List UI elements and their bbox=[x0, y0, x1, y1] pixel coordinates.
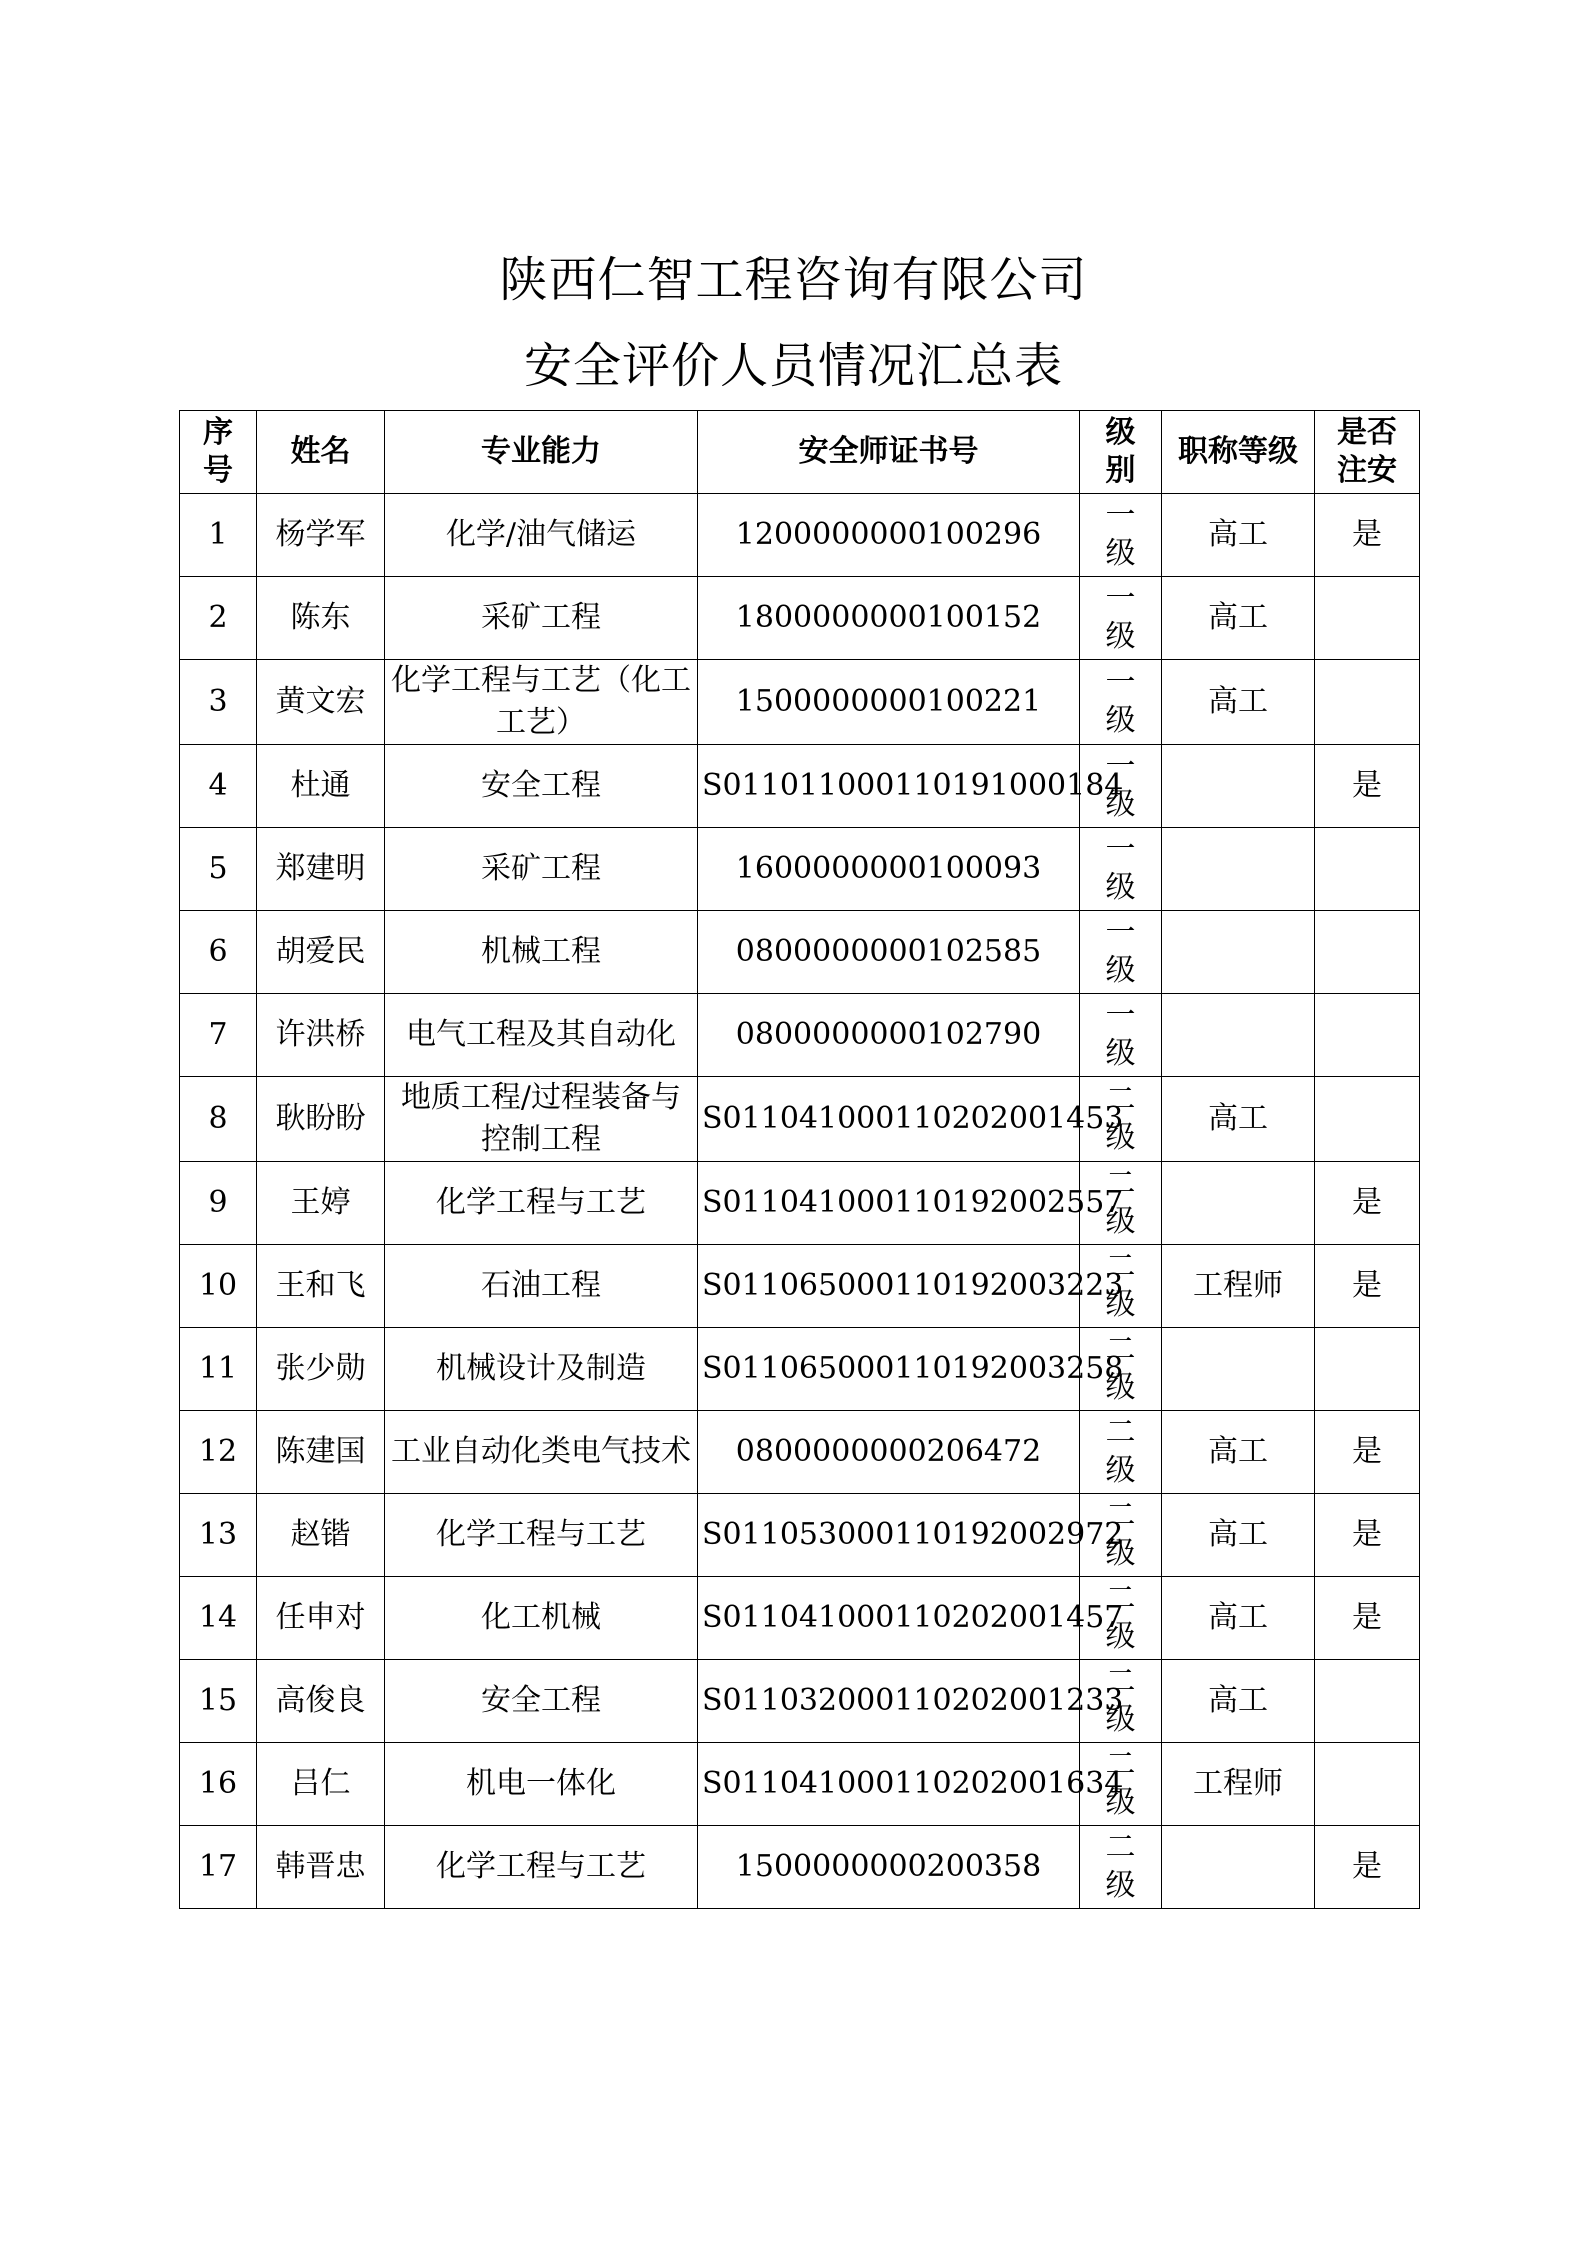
cell-level: 二级 bbox=[1080, 1826, 1162, 1909]
cell-cert: S011041000110192002557 bbox=[698, 1162, 1080, 1245]
cell-registered: 是 bbox=[1315, 494, 1420, 577]
table-row bbox=[180, 577, 1420, 660]
cell-major: 机械设计及制造 bbox=[385, 1328, 698, 1411]
cell-title: 高工 bbox=[1162, 1660, 1315, 1743]
cell-seq: 12 bbox=[180, 1411, 257, 1494]
cell-cert: S011065000110192003223 bbox=[698, 1245, 1080, 1328]
header-title: 职称等级 bbox=[1162, 411, 1315, 494]
cell-major: 地质工程/过程装备与控制工程 bbox=[385, 1077, 698, 1162]
cell-registered: 是 bbox=[1315, 1826, 1420, 1909]
cell-name: 赵锴 bbox=[257, 1494, 385, 1577]
document-title: 陕西仁智工程咨询有限公司 bbox=[499, 252, 1088, 308]
cell-major: 化学工程与工艺 bbox=[385, 1494, 698, 1577]
table-row bbox=[180, 1826, 1420, 1909]
cell-major: 化学/油气储运 bbox=[385, 494, 698, 577]
cell-registered bbox=[1315, 577, 1420, 660]
cell-major: 石油工程 bbox=[385, 1245, 698, 1328]
cell-level: 二级 bbox=[1080, 1577, 1162, 1660]
cell-name: 王和飞 bbox=[257, 1245, 385, 1328]
table-row bbox=[180, 1162, 1420, 1245]
cell-name: 许洪桥 bbox=[257, 994, 385, 1077]
cell-level: 二级 bbox=[1080, 1743, 1162, 1826]
cell-registered: 是 bbox=[1315, 1577, 1420, 1660]
header-registered: 是否注安 bbox=[1315, 411, 1420, 494]
cell-registered: 是 bbox=[1315, 1245, 1420, 1328]
cell-cert: 1600000000100093 bbox=[698, 828, 1080, 911]
cell-level: 二级 bbox=[1080, 1162, 1162, 1245]
cell-major: 机械工程 bbox=[385, 911, 698, 994]
cell-name: 杨学军 bbox=[257, 494, 385, 577]
personnel-table bbox=[179, 410, 1420, 1909]
table-row bbox=[180, 1077, 1420, 1162]
table-row bbox=[180, 994, 1420, 1077]
cell-title: 工程师 bbox=[1162, 1743, 1315, 1826]
cell-cert: 1800000000100152 bbox=[698, 577, 1080, 660]
cell-title bbox=[1162, 994, 1315, 1077]
cell-level: 二级 bbox=[1080, 1077, 1162, 1162]
table-row bbox=[180, 911, 1420, 994]
cell-major: 化学工程与工艺 bbox=[385, 1826, 698, 1909]
cell-major: 安全工程 bbox=[385, 745, 698, 828]
cell-seq: 8 bbox=[180, 1077, 257, 1162]
cell-cert: S011011000110191000184 bbox=[698, 745, 1080, 828]
table-row bbox=[180, 1494, 1420, 1577]
cell-name: 高俊良 bbox=[257, 1660, 385, 1743]
cell-cert: 0800000000206472 bbox=[698, 1411, 1080, 1494]
header-major: 专业能力 bbox=[385, 411, 698, 494]
cell-level: 一级 bbox=[1080, 494, 1162, 577]
cell-registered bbox=[1315, 1743, 1420, 1826]
cell-registered: 是 bbox=[1315, 745, 1420, 828]
cell-seq: 16 bbox=[180, 1743, 257, 1826]
cell-title: 高工 bbox=[1162, 577, 1315, 660]
cell-title: 高工 bbox=[1162, 494, 1315, 577]
cell-title bbox=[1162, 1328, 1315, 1411]
cell-cert: 1500000000100221 bbox=[698, 660, 1080, 745]
cell-cert: 0800000000102585 bbox=[698, 911, 1080, 994]
cell-registered bbox=[1315, 1660, 1420, 1743]
cell-registered bbox=[1315, 1328, 1420, 1411]
cell-seq: 14 bbox=[180, 1577, 257, 1660]
cell-registered: 是 bbox=[1315, 1494, 1420, 1577]
cell-major: 化学工程与工艺 bbox=[385, 1162, 698, 1245]
cell-seq: 6 bbox=[180, 911, 257, 994]
cell-level: 二级 bbox=[1080, 1328, 1162, 1411]
cell-name: 张少勋 bbox=[257, 1328, 385, 1411]
cell-registered bbox=[1315, 1077, 1420, 1162]
cell-major: 采矿工程 bbox=[385, 577, 698, 660]
cell-level: 二级 bbox=[1080, 1494, 1162, 1577]
table-row bbox=[180, 1245, 1420, 1328]
cell-cert: 1500000000200358 bbox=[698, 1826, 1080, 1909]
cell-title bbox=[1162, 911, 1315, 994]
cell-major: 机电一体化 bbox=[385, 1743, 698, 1826]
cell-title bbox=[1162, 1826, 1315, 1909]
cell-seq: 17 bbox=[180, 1826, 257, 1909]
cell-major: 工业自动化类电气技术 bbox=[385, 1411, 698, 1494]
cell-registered bbox=[1315, 828, 1420, 911]
table-body bbox=[180, 494, 1420, 1909]
cell-cert: S011032000110202001233 bbox=[698, 1660, 1080, 1743]
cell-cert: S011041000110202001457 bbox=[698, 1577, 1080, 1660]
cell-major: 电气工程及其自动化 bbox=[385, 994, 698, 1077]
cell-cert: S011065000110192003258 bbox=[698, 1328, 1080, 1411]
cell-name: 陈建国 bbox=[257, 1411, 385, 1494]
cell-seq: 3 bbox=[180, 660, 257, 745]
cell-title: 高工 bbox=[1162, 1494, 1315, 1577]
cell-level: 二级 bbox=[1080, 1411, 1162, 1494]
cell-cert: 0800000000102790 bbox=[698, 994, 1080, 1077]
cell-major: 安全工程 bbox=[385, 1660, 698, 1743]
cell-name: 杜通 bbox=[257, 745, 385, 828]
cell-seq: 2 bbox=[180, 577, 257, 660]
cell-seq: 11 bbox=[180, 1328, 257, 1411]
cell-title bbox=[1162, 1162, 1315, 1245]
cell-seq: 13 bbox=[180, 1494, 257, 1577]
cell-name: 韩晋忠 bbox=[257, 1826, 385, 1909]
cell-cert: S011053000110192002972 bbox=[698, 1494, 1080, 1577]
cell-registered bbox=[1315, 994, 1420, 1077]
cell-cert: 1200000000100296 bbox=[698, 494, 1080, 577]
cell-title: 高工 bbox=[1162, 1411, 1315, 1494]
cell-major: 采矿工程 bbox=[385, 828, 698, 911]
cell-seq: 4 bbox=[180, 745, 257, 828]
cell-seq: 15 bbox=[180, 1660, 257, 1743]
cell-name: 任申对 bbox=[257, 1577, 385, 1660]
cell-name: 郑建明 bbox=[257, 828, 385, 911]
cell-level: 一级 bbox=[1080, 577, 1162, 660]
document-subtitle: 安全评价人员情况汇总表 bbox=[523, 338, 1063, 394]
cell-title: 高工 bbox=[1162, 1577, 1315, 1660]
cell-name: 王婷 bbox=[257, 1162, 385, 1245]
cell-level: 一级 bbox=[1080, 828, 1162, 911]
cell-seq: 9 bbox=[180, 1162, 257, 1245]
cell-name: 耿盼盼 bbox=[257, 1077, 385, 1162]
cell-registered bbox=[1315, 911, 1420, 994]
table-row bbox=[180, 1660, 1420, 1743]
cell-seq: 7 bbox=[180, 994, 257, 1077]
header-level: 级别 bbox=[1080, 411, 1162, 494]
cell-registered: 是 bbox=[1315, 1162, 1420, 1245]
cell-name: 吕仁 bbox=[257, 1743, 385, 1826]
table-row bbox=[180, 745, 1420, 828]
cell-level: 一级 bbox=[1080, 745, 1162, 828]
table-row bbox=[180, 660, 1420, 745]
header-name: 姓名 bbox=[257, 411, 385, 494]
cell-title: 高工 bbox=[1162, 1077, 1315, 1162]
table-row bbox=[180, 1577, 1420, 1660]
cell-seq: 10 bbox=[180, 1245, 257, 1328]
cell-major: 化学工程与工艺（化工工艺） bbox=[385, 660, 698, 745]
table-row bbox=[180, 1328, 1420, 1411]
cell-level: 一级 bbox=[1080, 994, 1162, 1077]
table-row bbox=[180, 494, 1420, 577]
cell-name: 陈东 bbox=[257, 577, 385, 660]
cell-cert: S011041000110202001453 bbox=[698, 1077, 1080, 1162]
cell-level: 一级 bbox=[1080, 911, 1162, 994]
cell-title: 高工 bbox=[1162, 660, 1315, 745]
cell-title bbox=[1162, 745, 1315, 828]
cell-level: 二级 bbox=[1080, 1245, 1162, 1328]
cell-level: 一级 bbox=[1080, 660, 1162, 745]
cell-title: 工程师 bbox=[1162, 1245, 1315, 1328]
cell-registered: 是 bbox=[1315, 1411, 1420, 1494]
cell-title bbox=[1162, 828, 1315, 911]
cell-registered bbox=[1315, 660, 1420, 745]
table-row bbox=[180, 1411, 1420, 1494]
table-header-row bbox=[180, 411, 1420, 494]
cell-name: 胡爱民 bbox=[257, 911, 385, 994]
cell-cert: S011041000110202001634 bbox=[698, 1743, 1080, 1826]
table-row bbox=[180, 1743, 1420, 1826]
cell-seq: 5 bbox=[180, 828, 257, 911]
cell-name: 黄文宏 bbox=[257, 660, 385, 745]
header-seq: 序号 bbox=[180, 411, 257, 494]
table-row bbox=[180, 828, 1420, 911]
header-cert: 安全师证书号 bbox=[698, 411, 1080, 494]
cell-level: 二级 bbox=[1080, 1660, 1162, 1743]
cell-major: 化工机械 bbox=[385, 1577, 698, 1660]
cell-seq: 1 bbox=[180, 494, 257, 577]
